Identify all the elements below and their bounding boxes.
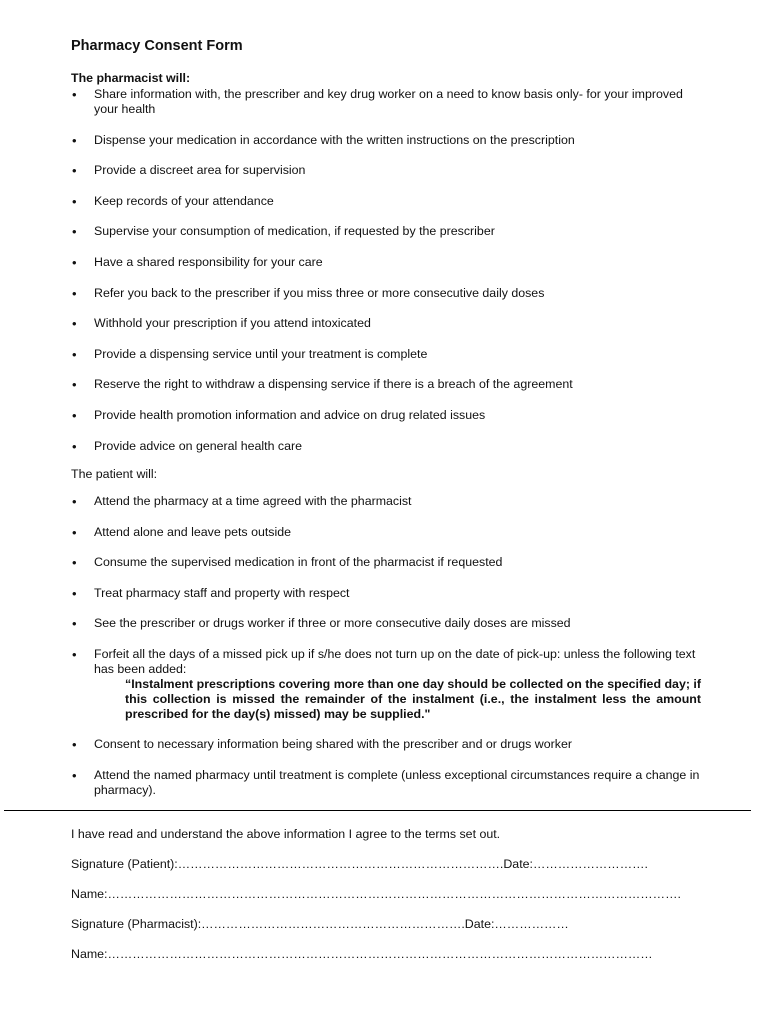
forfeit-item-text: Forfeit all the days of a missed pick up if s/he does not turn up on the date of pick-up: unless the following text has been added:	[94, 647, 696, 676]
bullet-icon: •	[72, 616, 77, 632]
patient-name-field[interactable]: Name:………………………………………………………………………………………………………………………….	[71, 887, 681, 901]
list-item	[0, 647, 770, 722]
list-item-text: Provide advice on general health care	[94, 438, 303, 453]
instalment-quote: “Instalment prescriptions covering more than one day should be collected on the specified day; if this collection is missed the remainder of the instalment (i.e., the instalment less the amount prescribed for the day(s) missed) may be supplied."	[125, 677, 701, 721]
list-item-text: Provide a discreet area for supervision	[94, 163, 306, 178]
list-item-text: Keep records of your attendance	[94, 193, 274, 208]
bullet-icon: •	[72, 767, 77, 783]
bullet-icon: •	[72, 647, 77, 662]
list-item-text: Treat pharmacy staff and property with respect	[94, 585, 350, 600]
pharmacist-signature-field[interactable]: Signature (Pharmacist):……………………………………………………….Date:………………	[71, 917, 569, 931]
list-item	[0, 616, 770, 631]
list-item	[0, 439, 770, 454]
forfeit-section	[0, 647, 770, 722]
patient-heading: The patient will:	[71, 467, 158, 481]
list-item	[0, 163, 770, 178]
bullet-icon: •	[72, 346, 77, 362]
bullet-icon: •	[72, 585, 77, 601]
list-item-text: Dispense your medication in accordance with the written instructions on the prescription	[94, 132, 575, 147]
bullet-icon: •	[72, 316, 77, 332]
bullet-icon: •	[72, 407, 77, 423]
bullet-icon: •	[72, 555, 77, 571]
list-item	[0, 255, 770, 270]
agreement-statement: I have read and understand the above information I agree to the terms set out.	[71, 827, 501, 841]
bullet-icon: •	[72, 87, 77, 102]
list-item	[0, 347, 770, 362]
list-item-text: Have a shared responsibility for your care	[94, 254, 323, 269]
bullet-icon: •	[72, 494, 77, 509]
bullet-icon: •	[72, 193, 77, 209]
list-item-text: Withhold your prescription if you attend intoxicated	[94, 316, 371, 331]
bullet-icon: •	[72, 438, 77, 454]
bullet-icon: •	[72, 254, 77, 270]
patient-signature-field[interactable]: Signature (Patient):…………………………………………………………………….Date:……………………….	[71, 857, 648, 871]
list-item-text: See the prescriber or drugs worker if three or more consecutive daily doses are missed	[94, 616, 571, 631]
list-item-text: Share information with, the prescriber and key drug worker on a need to know basis only- for your improved your health	[94, 87, 683, 116]
bullet-icon: •	[72, 163, 77, 179]
list-item-text: Supervise your consumption of medication, if requested by the prescriber	[94, 224, 495, 239]
patient-obligations-list-continued	[0, 737, 770, 798]
list-item-text: Refer you back to the prescriber if you miss three or more consecutive daily doses	[94, 285, 545, 300]
list-item	[0, 586, 770, 601]
pharmacist-obligations-list	[0, 87, 770, 454]
bullet-icon: •	[72, 524, 77, 540]
bullet-icon: •	[72, 377, 77, 393]
list-item	[0, 494, 770, 509]
list-item	[0, 525, 770, 540]
list-item	[0, 286, 770, 301]
list-item-text: Attend the pharmacy at a time agreed with the pharmacist	[94, 494, 412, 508]
list-item	[0, 316, 770, 331]
list-item-text: Consume the supervised medication in front of the pharmacist if requested	[94, 555, 503, 570]
list-item	[0, 224, 770, 239]
bullet-icon: •	[72, 285, 77, 301]
list-item	[0, 377, 770, 392]
patient-obligations-list	[0, 494, 770, 631]
list-item	[0, 408, 770, 423]
pharmacist-heading: The pharmacist will:	[71, 71, 191, 85]
list-item	[0, 194, 770, 209]
bullet-icon: •	[72, 737, 77, 752]
list-item-text: Attend alone and leave pets outside	[94, 524, 292, 539]
form-title: Pharmacy Consent Form	[71, 38, 243, 54]
list-item-text: Consent to necessary information being shared with the prescriber and or drugs worker	[94, 737, 572, 751]
list-item	[0, 768, 770, 798]
list-item-text: Attend the named pharmacy until treatment is complete (unless exceptional circumstances require a change in pharmacy).	[94, 767, 700, 797]
list-item-text: Provide a dispensing service until your treatment is complete	[94, 346, 428, 361]
list-item	[0, 737, 770, 752]
pharmacist-name-field[interactable]: Name:……………………………………………………………………………………………………………………	[71, 947, 653, 961]
list-item	[0, 87, 770, 117]
bullet-icon: •	[72, 132, 77, 148]
list-item-text: Reserve the right to withdraw a dispensing service if there is a breach of the agreement	[94, 377, 573, 392]
bullet-icon: •	[72, 224, 77, 240]
list-item	[0, 133, 770, 148]
list-item-text: Provide health promotion information and advice on drug related issues	[94, 407, 486, 422]
list-item	[0, 555, 770, 570]
section-divider	[4, 810, 751, 811]
